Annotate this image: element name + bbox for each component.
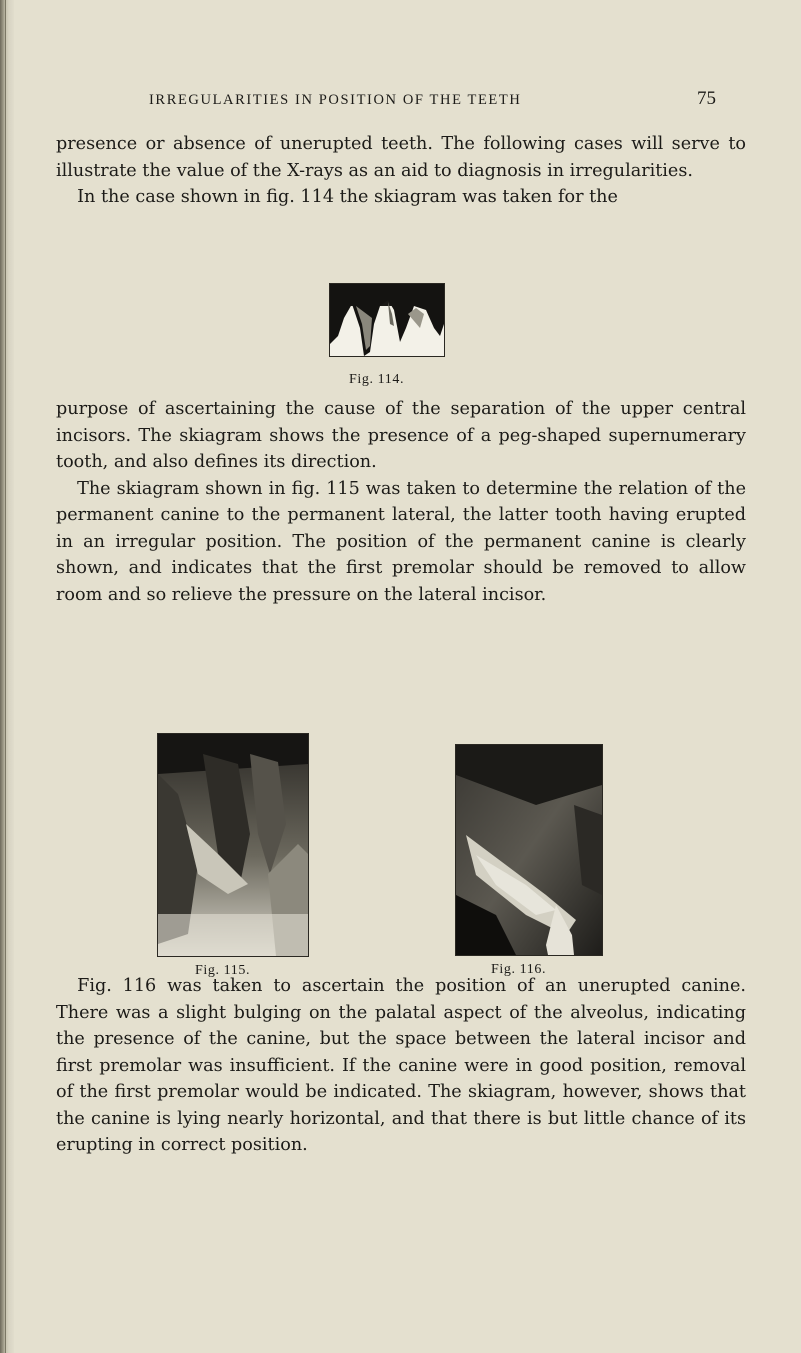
running-head: IRREGULARITIES IN POSITION OF THE TEETH [149, 92, 522, 108]
paragraph-fig114-start: In the case shown in fig. 114 the skiagram was taken for the [77, 187, 618, 207]
figure-116-caption: Fig. 116. [491, 962, 547, 977]
page-binding-edge [0, 0, 14, 1353]
figure-115-skiagram [157, 733, 309, 957]
figure-115-caption: Fig. 115. [195, 963, 251, 978]
page-header [0, 88, 801, 116]
page-number: 75 [697, 88, 716, 109]
figure-116-skiagram [455, 744, 603, 956]
figure-114-skiagram [329, 283, 445, 357]
paragraph-fig115: The skiagram shown in fig. 115 was taken to determine the relation of the permanent canine to the permanent lateral, the latter tooth having erupted in an irregular position. The position of the permanent canine is clearly shown, and indicates that the first premolar should be removed to allow room and so relieve the pressure on the lateral incisor. [56, 478, 746, 605]
figure-114-caption: Fig. 114. [349, 372, 405, 387]
paragraph-block-2 [56, 396, 746, 608]
paragraph-block-1 [56, 131, 746, 211]
paragraph-intro: presence or absence of unerupted teeth. The following cases will serve to illustrate the value of the X-rays as an aid to diagnosis in irregularities. [56, 134, 746, 181]
paragraph-fig114-end: purpose of ascertaining the cause of the separation of the upper central incisors. The skiagram shows the presence of a peg-shaped supernumerary tooth, and also defines its direction. [56, 399, 746, 472]
paragraph-fig116: Fig. 116 was taken to ascertain the position of an unerupted canine. There was a slight bulging on the palatal aspect of the alveolus, indicating the presence of the canine, but the space between the lateral incisor and first premolar was insufficient. If the canine were in good position, removal of the first premolar would be indicated. The skiagram, however, shows that the canine is lying nearly horizontal, and that there is but little chance of its erupting in correct position. [56, 976, 746, 1155]
paragraph-block-3 [56, 973, 746, 1159]
